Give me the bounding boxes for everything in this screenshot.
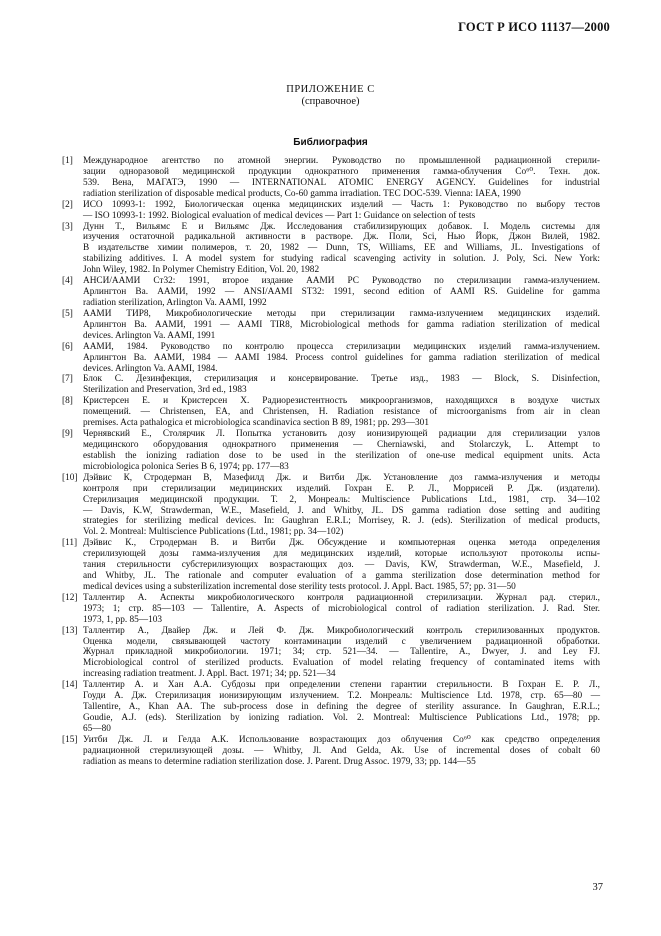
appendix-subtitle: (справочное) <box>301 96 360 107</box>
entry-number: [13] <box>62 625 78 636</box>
bibliography-entry <box>62 626 600 681</box>
entry-line: Дэйвис К, Стродерман В, Мазефилд Дж. и Витби Дж. Установление доз гамма-излучения и методы <box>83 472 600 483</box>
bibliography-entry <box>62 429 600 473</box>
entry-line: Уитби Дж. Л. и Гелда А.К. Использование возрастающих доз облучения Co⁶⁰ как средство определения <box>83 734 600 745</box>
entry-line: stabilizing additives. I. A model system for studying radical scavenging activity in solution. J. Poly, Sci. New York: <box>83 254 600 265</box>
entry-line: Дунн Т., Вильямс Е и Вильямс Дж. Исследования стабилизирующих добавок. I. Модель системы для <box>83 221 600 232</box>
entry-line: Microbiological control of sterilized products. Evaluation of model relating frequency of contaminated items with <box>83 658 600 669</box>
entry-line: помещений. — Christensen, EA, and Christensen, H. Radiation resistance of microorganisms from air in clean <box>83 407 600 418</box>
entry-text <box>83 429 600 473</box>
entry-number: [9] <box>62 429 73 440</box>
entry-number: [2] <box>62 199 73 210</box>
entry-number: [15] <box>62 734 78 745</box>
entry-line: 539. Вена, МАГАТЭ, 1990 — INTERNATIONAL ATOMIC ENERGY AGENCY. Guidelines for industrial <box>83 177 600 188</box>
entry-line: Tallentire, A., Khan AA. The sub-process dose in defining the degree of sterility assurance. In Gaughran, E.R.L.; <box>83 702 600 713</box>
entry-line: 1973; 1; стр. 85—103 — Tallentire, A. Aspects of microbiological control of radiation sterilization. J. Rad. Ster. <box>83 603 600 614</box>
entry-line: стерилизующей дозы гамма-излучения для медицинских изделий, которые используют протоколы испы- <box>83 549 600 560</box>
entry-line: ААМИ ТИР8, Микробиологические методы при стерилизации гамма-излучением медицинских изделий. <box>83 308 600 319</box>
entry-line: Таллентир А., Двайер Дж. и Лей Ф. Дж. Микробиологический контроль стерилизованных продуктов. <box>83 625 600 636</box>
entry-text <box>83 374 600 396</box>
bibliography-entry <box>62 374 600 396</box>
bibliography-entry <box>62 222 600 277</box>
document-standard-header: ГОСТ Р ИСО 11137—2000 <box>458 20 610 34</box>
entry-line: radiation sterilization, Arlington Va. AAMI, 1992 <box>83 297 267 308</box>
entry-line: 1973, 1, pp. 85—103 <box>83 614 163 625</box>
entry-number: [5] <box>62 308 73 319</box>
entry-text <box>83 680 600 735</box>
entry-line: radiation sterilization of disposable medical products, Co-60 gamma irradiation. TEC DOC-539. Vienna: IAEA, 1990 <box>83 188 521 199</box>
entry-line: ИСО 10993-1: 1992, Биологическая оценка медицинских изделий — Часть 1: Руководство по выбору тестов <box>83 199 600 210</box>
entry-line: 65—80 <box>83 723 111 734</box>
entry-number: [7] <box>62 374 73 385</box>
entry-line: изучения остаточной радикальной активности в растворе. Дж. Поли, Sci, Нью Йорк, Джон Вилей, 1982. <box>83 232 600 243</box>
entry-line: devices. Arlington Va. AAMI, 1991 <box>83 330 216 341</box>
entry-text <box>83 309 600 342</box>
entry-line: microbiologica polonica Series B 6, 1974; pp. 177—83 <box>83 461 289 472</box>
entry-line: тания стерильности субстерилизующих возрастающих доз. — Davis, KW, Strawderman, W.E., Masefield, J. <box>83 560 600 571</box>
entry-line: Арлингтон Ва. ААМИ, 1984 — AAMI 1984. Process control guidelines for gamma radiation sterilization of medical <box>83 352 600 363</box>
entry-line: Дэйвис К., Стродерман В. и Витби Дж. Обсуждение и компьютерная оценка метода определения <box>83 538 600 549</box>
entry-line: Гоуди А. Дж. Стерилизация ионизирующим излучением. Т.2. Монреаль: Multiscience Ltd. 1978, стр. 65—80 — <box>83 691 600 702</box>
entry-line: зации одноразовой медицинской продукции однократного применения гамма-облучения Co⁶⁰. Техн. док. <box>83 166 600 177</box>
entry-line: ААМИ, 1984. Руководство по контролю процесса стерилизации медицинских изделий гамма-излучением. <box>83 341 600 352</box>
entry-number: [1] <box>62 156 73 166</box>
appendix-heading <box>0 84 661 108</box>
entry-number: [3] <box>62 221 73 232</box>
entry-line: radiation as means to determine radiation sterilization dose. J. Parent. Drug Assoc. 1979, 33; pp. 144—55 <box>83 756 476 767</box>
bibliography-entry <box>62 680 600 735</box>
entry-text <box>83 538 600 593</box>
bibliography-entry <box>62 735 600 768</box>
entry-number: [4] <box>62 276 73 287</box>
entry-line: Goudie, A.J. (eds). Sterilization by ionizing radiation. Vol. 2. Montreal: Multiscience Publications Ltd., 1978; pp. <box>83 713 600 724</box>
entry-line: strategies for sterilizing medical devices. In: Gaughran E.R.L; Morrisey, R. J. (eds). Sterilization of medical products, <box>83 516 600 527</box>
entry-number: [11] <box>62 538 78 549</box>
entry-text <box>83 473 600 539</box>
entry-line: devices. Arlington Va. AAMI, 1984. <box>83 363 218 374</box>
entry-line: Международное агентство по атомной энергии. Руководство по промышленной радиационной стерили- <box>83 156 600 166</box>
entry-line: В издательстве химии полимеров, т. 20, 1982 — Dunn, TS, Williams, EE and Williams, JL. Investigations of <box>83 243 600 254</box>
entry-text <box>83 735 600 768</box>
entry-line: and Whitby, JL. The rationale and computer evaluation of a gamma sterilization dose determination method for <box>83 571 600 582</box>
entry-text <box>83 593 600 626</box>
entry-line: establish the ionizing radiation dose to be used in the sterilization of one-use medical equipment units. Acta <box>83 450 600 461</box>
entry-text <box>83 626 600 681</box>
entry-number: [8] <box>62 396 73 407</box>
entry-line: Таллентир А. и Хан А.А. Субдозы при определении степени гарантии стерильности. В Гохран Е. Р. Л., <box>83 680 600 691</box>
bibliography-title: Библиография <box>293 137 368 148</box>
bibliography-entry <box>62 276 600 309</box>
entry-line: Оценка модели, связывающей частоту контаминации изделий с увеличением радиационной обработки. <box>83 636 600 647</box>
entry-line: increasing radiation treatment. J. Appl. Bact. 1971; 34; pp. 521—34 <box>83 669 336 680</box>
bibliography-list <box>62 156 600 768</box>
entry-text <box>83 200 600 222</box>
entry-line: Чернявский Е., Столярчик Л. Попытка установить дозу ионизирующей радиации для стерилизации узлов <box>83 429 600 440</box>
bibliography-entry <box>62 593 600 626</box>
entry-line: Vol. 2. Montreal: Multiscience Publications (Ltd., 1981; pp. 34—102) <box>83 527 344 538</box>
bibliography-entry <box>62 473 600 539</box>
entry-line: Арлингтон Ва. ААМИ, 1992 — ANSI/AAMI ST32: 1991, second edition of AAMI RS. Guideline for gamma <box>83 287 600 298</box>
entry-line: АНСИ/ААМИ Ст32: 1991, второе издание ААМИ РС Руководство по стерилизации гамма-излучением. <box>83 276 600 287</box>
entry-number: [10] <box>62 472 78 483</box>
bibliography-entry <box>62 200 600 222</box>
bibliography-entry <box>62 538 600 593</box>
entry-text <box>83 276 600 309</box>
entry-text <box>83 396 600 429</box>
bibliography-entry <box>62 309 600 342</box>
entry-line: Блок С. Дезинфекция, стерилизация и консервирование. Третье изд., 1983 — Block, S. Disinfection, <box>83 374 600 385</box>
entry-line: — Davis, K.W, Strawderman, W.E., Masefield, J. and Whitby, JL. DS gamma radiation dose setting and auditing <box>83 505 600 516</box>
entry-number: [14] <box>62 680 78 691</box>
entry-text <box>83 222 600 277</box>
entry-line: радиационной стерилизующей дозы. — Whitby, Jl. And Gelda, Ak. Use of incremental doses of cobalt 60 <box>83 745 600 756</box>
appendix-title: ПРИЛОЖЕНИЕ С <box>286 84 375 95</box>
bibliography-entry <box>62 342 600 375</box>
entry-line: Sterilization and Preservation, 3rd ed., 1983 <box>83 385 247 396</box>
entry-line: premises. Acta pathalogica et microbiologica scandinavica section B 89, 1981; pp. 293—301 <box>83 418 429 429</box>
entry-text <box>83 156 600 200</box>
entry-line: Журнал прикладной микробиологии. 1971; 34; стр. 521—34. — Tallentire, A., Dwyer, J. and Ley FJ. <box>83 647 600 658</box>
entry-line: Арлингтон Ва. ААМИ, 1991 — AAMI TIR8, Microbiological methods for gamma radiation sterilization of medical <box>83 319 600 330</box>
entry-text <box>83 342 600 375</box>
entry-line: контроля при стерилизации медицинских изделий. Гохран Е. Р. Л., Моррисей Р. Дж. (издатели). <box>83 483 600 494</box>
entry-number: [12] <box>62 592 78 603</box>
entry-line: John Wiley, 1982. In Polymer Chemistry Edition, Vol. 20, 1982 <box>83 265 320 276</box>
entry-line: medical devices using a substerilization incremental dose sterility tests protocol. J. Appl. Bact. 1985, 57; pp. 31—50 <box>83 581 516 592</box>
page-number: 37 <box>592 882 603 893</box>
entry-line: медицинского оборудования однократного применения — Cherniawski, and Stolarczyk, L. Attempt to <box>83 439 600 450</box>
entry-line: Таллентир А. Аспекты микробиологического контроля радиационной стерилизации. Журнал рад. стерил., <box>83 592 600 603</box>
entry-number: [6] <box>62 341 73 352</box>
bibliography-entry <box>62 396 600 429</box>
entry-line: Стерилизация медицинской продукции. Т. 2, Монреаль: Multiscience Publications Ltd., 1981, стр. 34—102 <box>83 494 600 505</box>
bibliography-entry <box>62 156 600 200</box>
entry-line: Кристерсен Е. и Кристерсен Х. Радиорезистентность микроорганизмов, находящихся в воздухе чистых <box>83 396 600 407</box>
entry-line: — ISO 10993-1: 1992. Biological evaluation of medical devices — Part 1: Guidance on selection of tests <box>83 210 476 221</box>
